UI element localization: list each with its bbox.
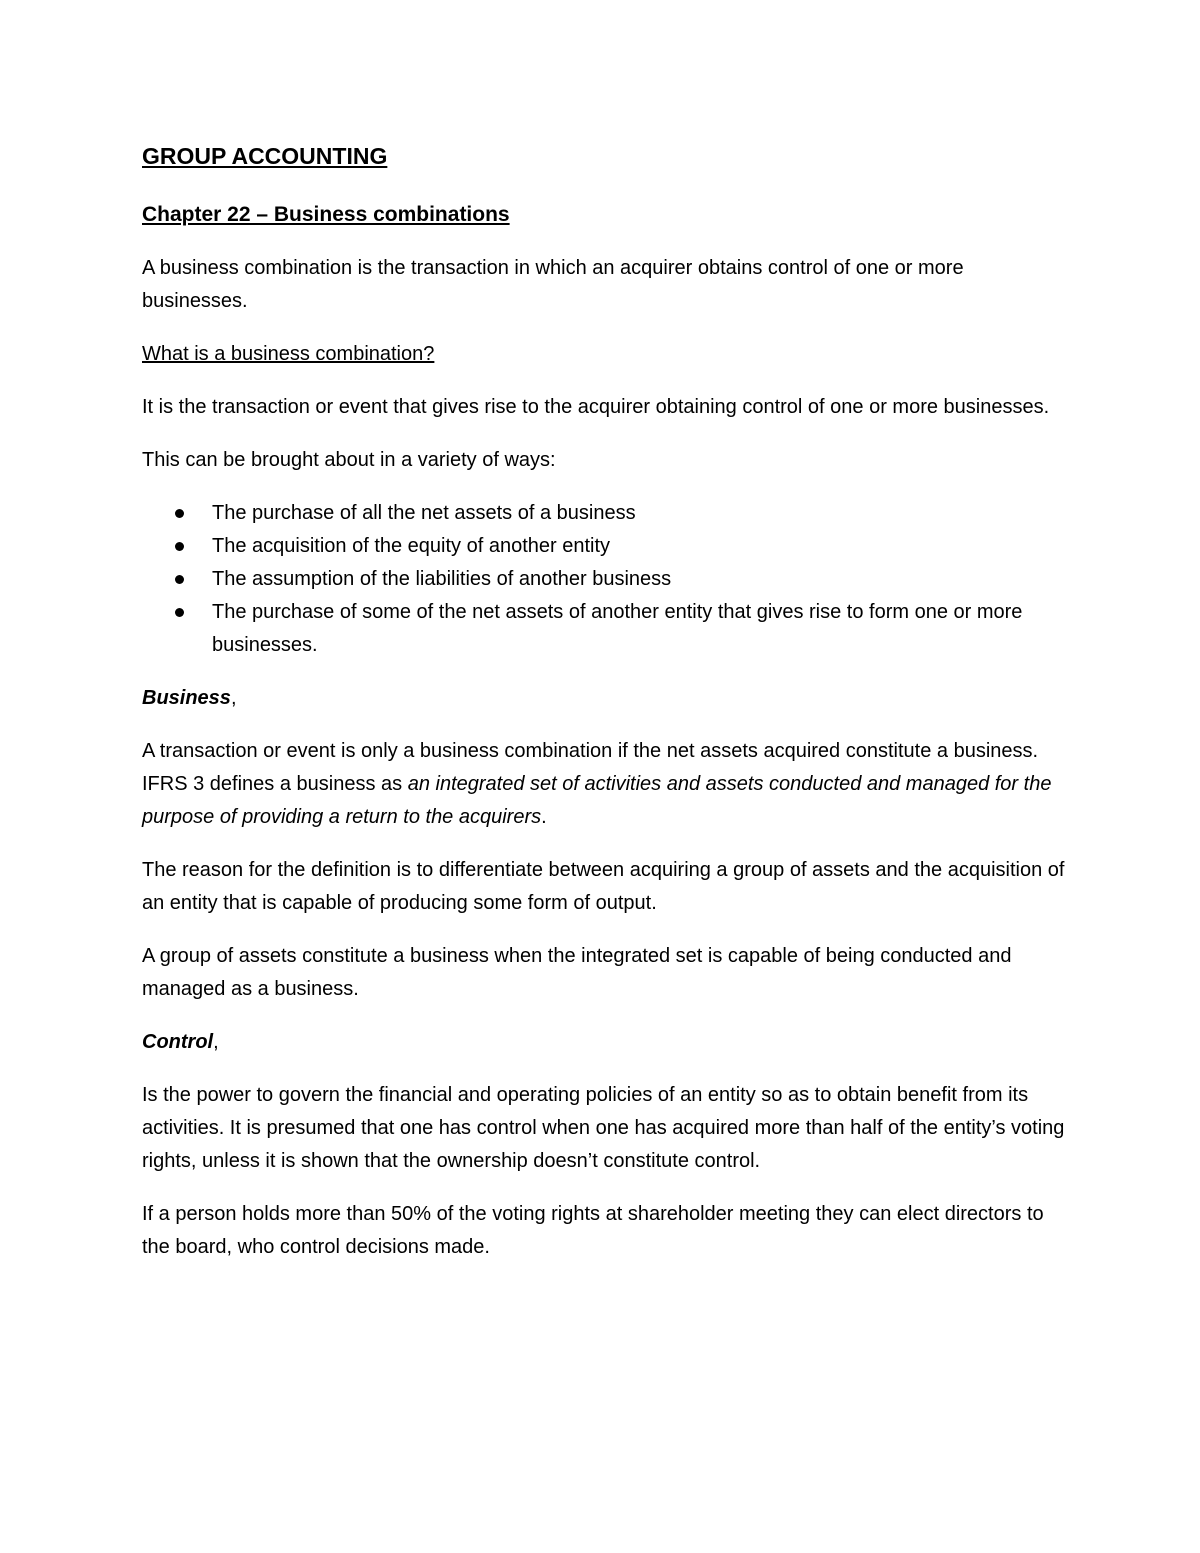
business-definition: an integrated set of activities and assets conducted and managed for the purpose of providing a return to the acquirers: [142, 773, 1052, 828]
bullet-icon: [175, 575, 184, 584]
control-heading: [142, 1026, 1072, 1059]
bullet-icon: [175, 608, 184, 617]
business-heading-text: Business: [142, 687, 231, 709]
answer-paragraph: It is the transaction or event that gives rise to the acquirer obtaining control of one or more businesses.: [142, 396, 1050, 418]
business-heading: [142, 682, 1072, 715]
control-heading-comma: ,: [213, 1031, 219, 1053]
question-subheading: [142, 338, 1072, 371]
business-paragraph-3: A group of assets constitute a business when the integrated set is capable of being conducted and managed as a business.: [142, 945, 1012, 1000]
business-paragraph-1-end: .: [541, 806, 547, 828]
document-title: GROUP ACCOUNTING: [142, 143, 388, 169]
bullet-icon: [175, 509, 184, 518]
list-item-text: The purchase of some of the net assets of another entity that gives rise to form one or more businesses.: [212, 601, 1023, 656]
bullet-icon: [175, 542, 184, 551]
ways-intro-paragraph: This can be brought about in a variety of ways:: [142, 449, 556, 471]
business-paragraph-1-text: A transaction or event is only a business combination if the net assets acquired constitute a business. IFRS 3 defines a business as: [142, 740, 1039, 795]
ways-list: [142, 497, 1072, 662]
list-item: [142, 530, 1072, 563]
business-paragraph-2: The reason for the definition is to differentiate between acquiring a group of assets and the acquisition of an entity that is capable of producing some form of output.: [142, 859, 1065, 914]
list-item: [142, 563, 1072, 596]
list-item: [142, 596, 1072, 662]
list-item: [142, 497, 1072, 530]
control-heading-text: Control: [142, 1031, 214, 1053]
control-paragraph-1: Is the power to govern the financial and operating policies of an entity so as to obtain benefit from its activities. It is presumed that one has control when one has acquired more than half of the entity’s voting rights, unless it is shown that the ownership doesn’t constitute control.: [142, 1084, 1065, 1172]
document-page: [142, 140, 1072, 1284]
intro-paragraph: A business combination is the transaction in which an acquirer obtains control of one or more businesses.: [142, 257, 964, 312]
list-item-text: The purchase of all the net assets of a business: [212, 502, 636, 524]
question-text: What is a business combination?: [142, 343, 435, 365]
business-heading-comma: ,: [230, 687, 237, 709]
chapter-heading: Chapter 22 – Business combinations: [142, 203, 510, 226]
control-paragraph-2: If a person holds more than 50% of the voting rights at shareholder meeting they can elect directors to the board, who control decisions made.: [142, 1203, 1044, 1258]
list-item-text: The acquisition of the equity of another entity: [212, 535, 611, 557]
list-item-text: The assumption of the liabilities of another business: [212, 568, 672, 590]
business-paragraph-1: [142, 735, 1072, 834]
